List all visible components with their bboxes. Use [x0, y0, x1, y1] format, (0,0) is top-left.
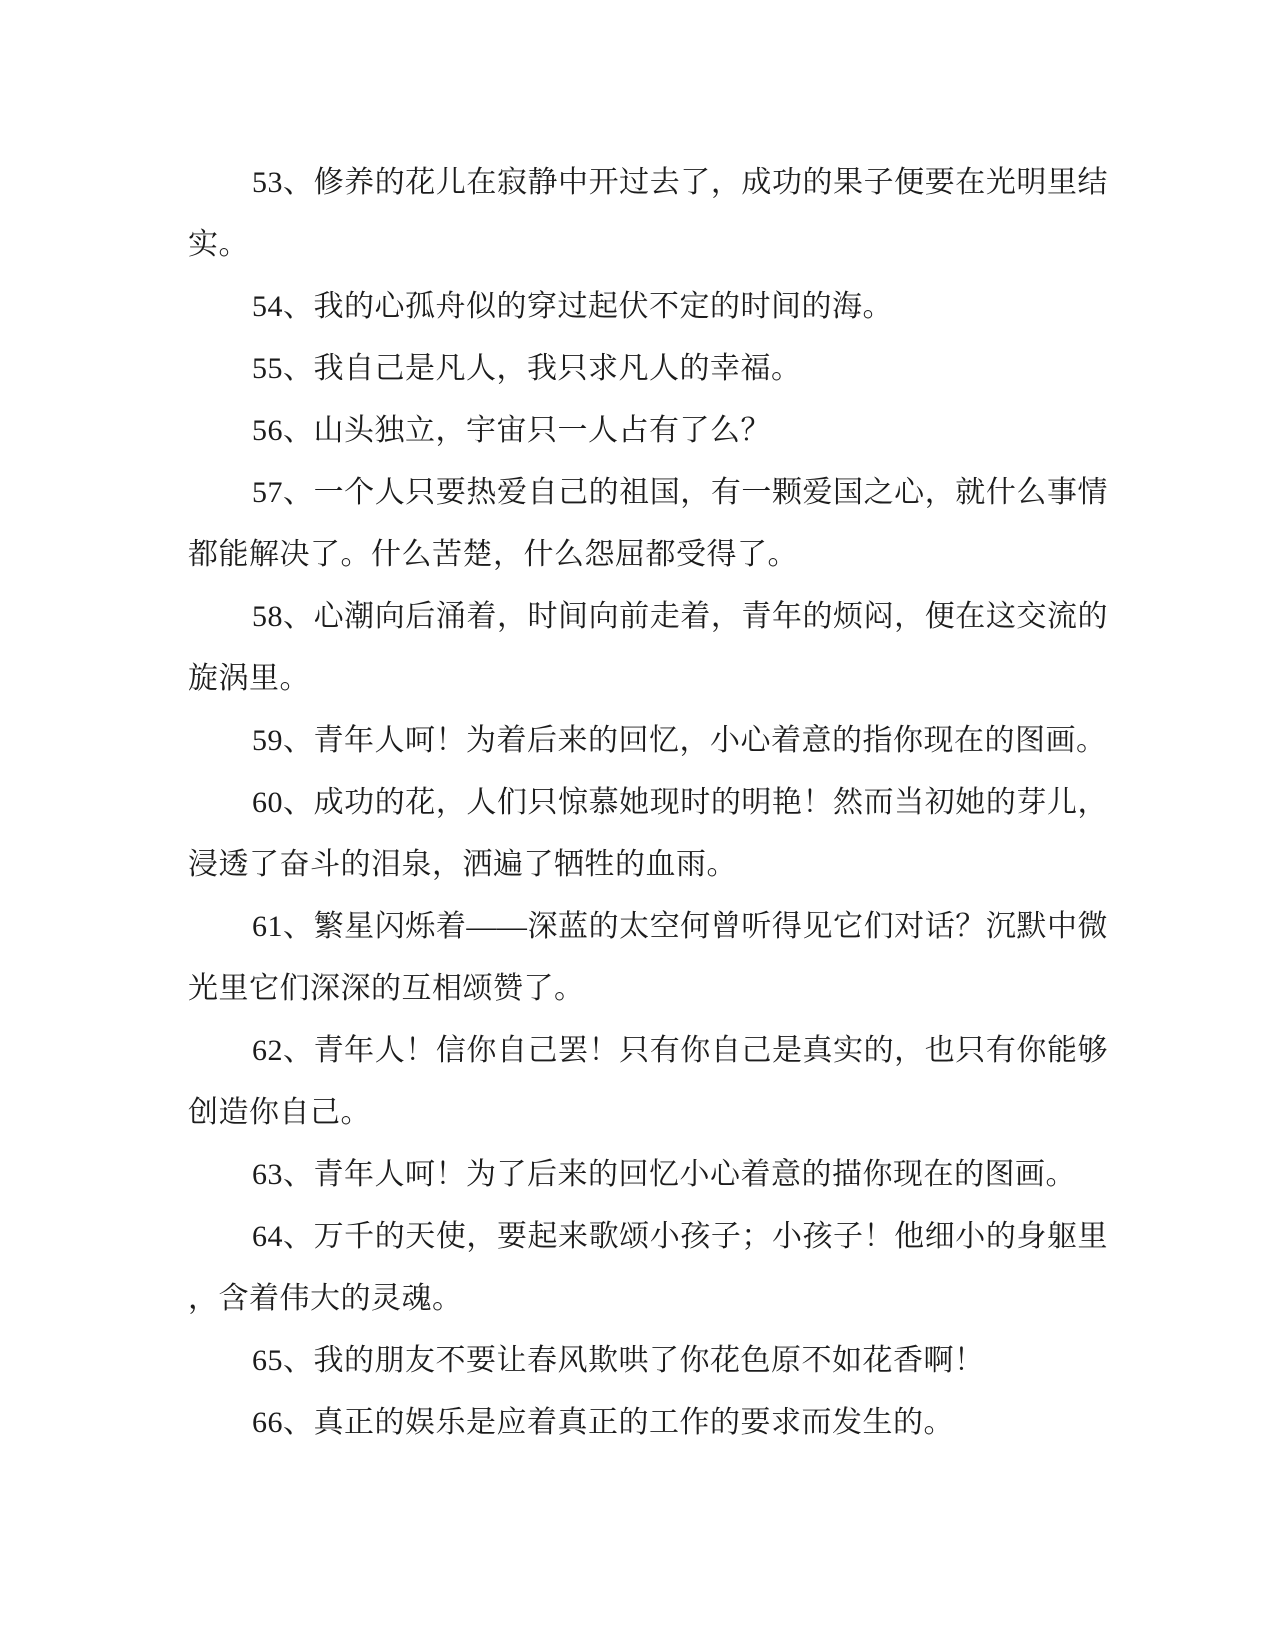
quote-item-53: 53、修养的花儿在寂静中开过去了，成功的果子便要在光明里结实。	[188, 166, 1108, 261]
quote-item-56: 56、山头独立，宇宙只一人占有了么？	[252, 414, 771, 447]
document-body	[188, 152, 1108, 1454]
quote-item-59: 59、青年人呵！为着后来的回忆，小心着意的指你现在的图画。	[252, 724, 1107, 757]
quote-item-61: 61、繁星闪烁着——深蓝的太空何曾听得见它们对话？沉默中微光里它们深深的互相颂赞了。	[188, 910, 1108, 1005]
quote-item-55: 55、我自己是凡人，我只求凡人的幸福。	[252, 352, 802, 385]
quote-item-54: 54、我的心孤舟似的穿过起伏不定的时间的海。	[252, 290, 893, 323]
quote-item-58: 58、心潮向后涌着，时间向前走着，青年的烦闷，便在这交流的旋涡里。	[188, 600, 1108, 695]
quote-item-62: 62、青年人！信你自己罢！只有你自己是真实的，也只有你能够创造你自己。	[188, 1034, 1108, 1129]
quote-item-66: 66、真正的娱乐是应着真正的工作的要求而发生的。	[252, 1406, 954, 1439]
quote-item-57: 57、一个人只要热爱自己的祖国，有一颗爱国之心，就什么事情都能解决了。什么苦楚，什么怨屈都受得了。	[188, 476, 1108, 571]
quote-item-64: 64、万千的天使，要起来歌颂小孩子；小孩子！他细小的身躯里，含着伟大的灵魂。	[188, 1220, 1108, 1315]
quote-item-60: 60、成功的花，人们只惊慕她现时的明艳！然而当初她的芽儿，浸透了奋斗的泪泉，洒遍了牺牲的血雨。	[188, 786, 1108, 881]
quote-item-63: 63、青年人呵！为了后来的回忆小心着意的描你现在的图画。	[252, 1158, 1076, 1191]
quote-item-65: 65、我的朋友不要让春风欺哄了你花色原不如花香啊！	[252, 1344, 985, 1377]
